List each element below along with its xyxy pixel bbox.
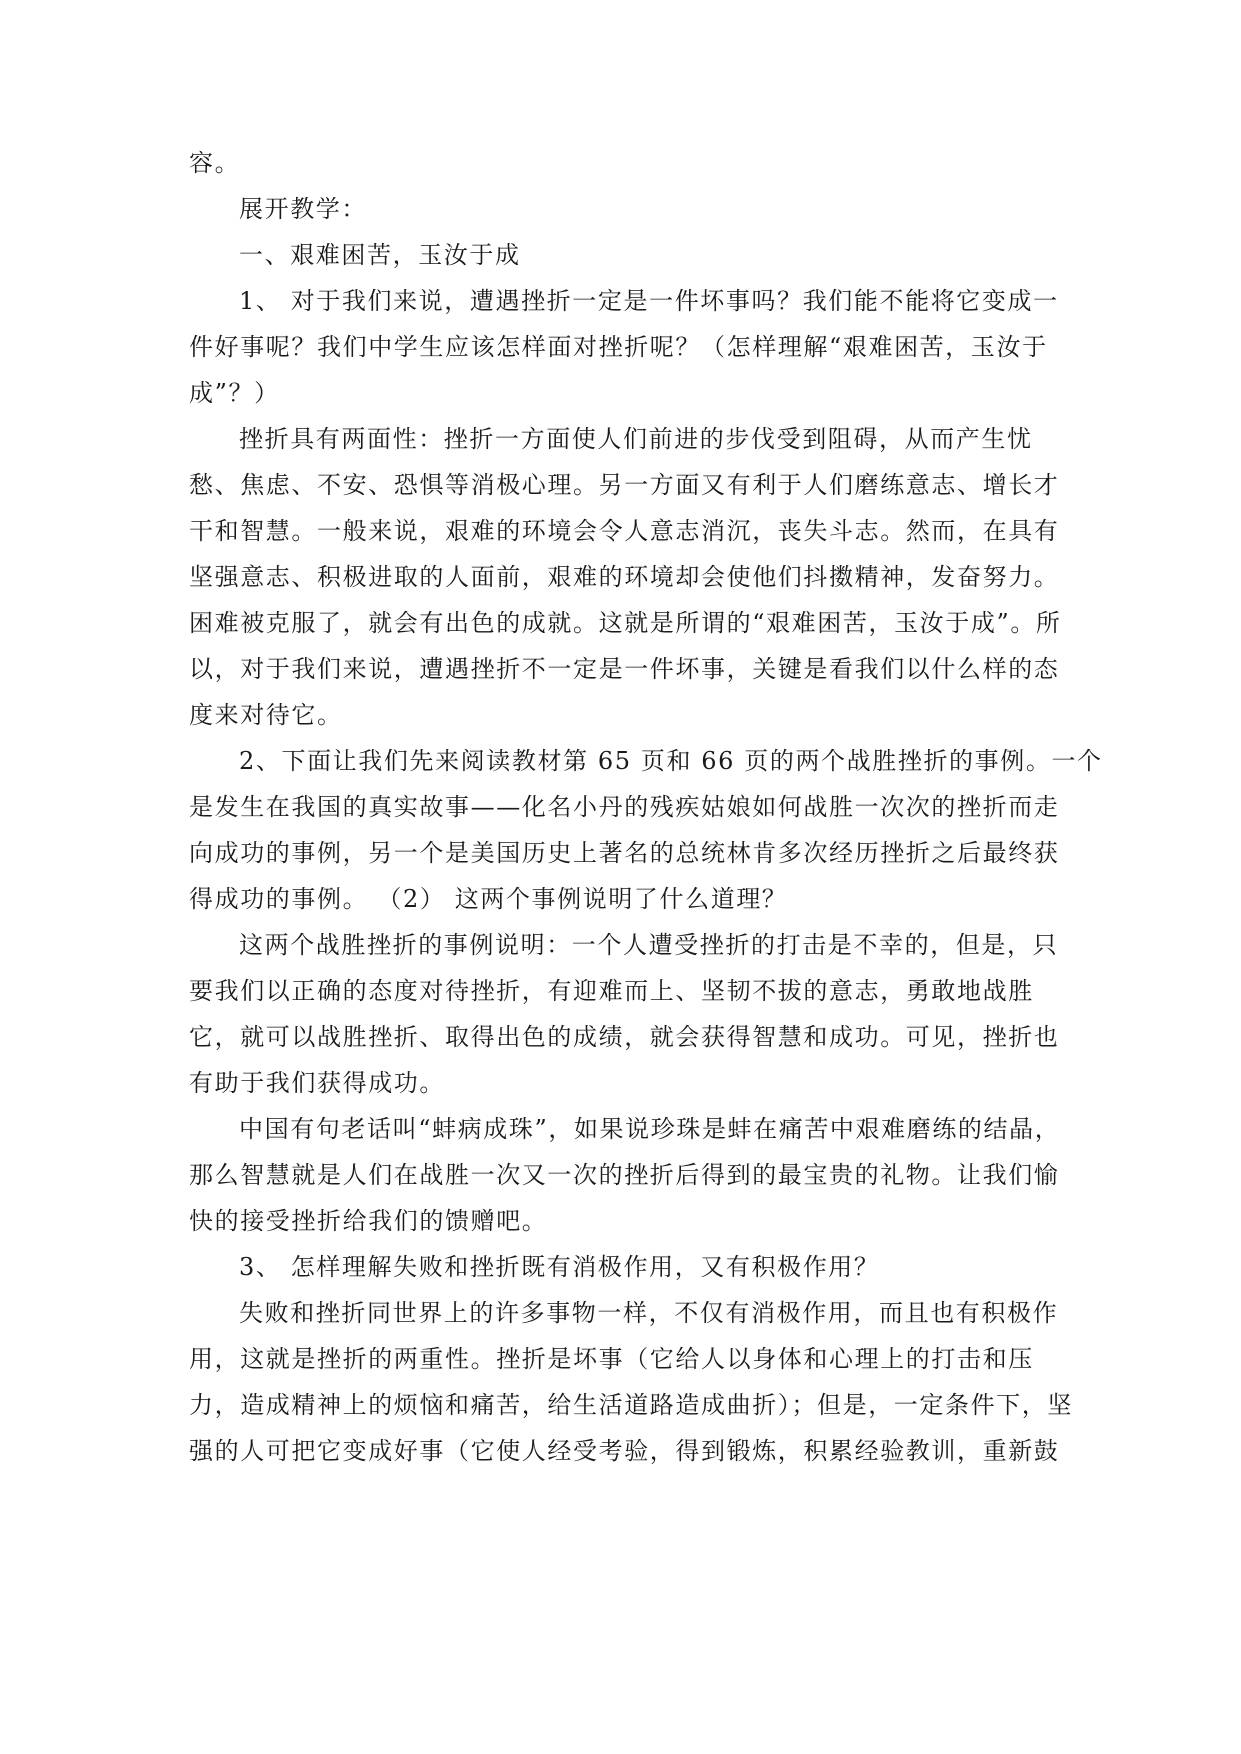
text-line-20: 它，就可以战胜挫折、取得出色的成绩，就会获得智慧和成功。可见，挫折也 xyxy=(189,1023,1060,1051)
text-line-5: 件好事呢？我们中学生应该怎样面对挫折呢？（怎样理解“艰难困苦，玉汝于 xyxy=(189,333,1048,361)
text-line-11: 困难被克服了，就会有出色的成就。这就是所谓的“艰难困苦，玉汝于成”。所 xyxy=(189,609,1062,637)
text-line-15: 是发生在我国的真实故事——化名小丹的残疾姑娘如何战胜一次次的挫折而走 xyxy=(189,793,1060,821)
text-line-22: 中国有句老话叫“蚌病成珠”，如果说珍珠是蚌在痛苦中艰难磨练的结晶， xyxy=(239,1115,1061,1143)
text-line-10: 坚强意志、积极进取的人面前，艰难的环境却会使他们抖擞精神，发奋努力。 xyxy=(189,563,1060,591)
text-line-25: 3、 怎样理解失败和挫折既有消极作用，又有积极作用？ xyxy=(239,1253,880,1281)
text-line-29: 强的人可把它变成好事（它使人经受考验，得到锻炼，积累经验教训，重新鼓 xyxy=(189,1437,1060,1465)
text-line-4: 1、 对于我们来说，遭遇挫折一定是一件坏事吗？我们能不能将它变成一 xyxy=(239,287,1059,315)
text-line-7: 挫折具有两面性：挫折一方面使人们前进的步伐受到阻碍，从而产生忧 xyxy=(239,425,1033,453)
text-line-19: 要我们以正确的态度对待挫折，有迎难而上、坚韧不拔的意志，勇敢地战胜 xyxy=(189,977,1034,1005)
section-heading: 一、艰难困苦，玉汝于成 xyxy=(239,241,521,269)
text-line-17: 得成功的事例。 （2） 这两个事例说明了什么道理？ xyxy=(189,885,788,913)
text-line-8: 愁、焦虑、不安、恐惧等消极心理。另一方面又有利于人们磨练意志、增长才 xyxy=(189,471,1060,499)
text-line-13: 度来对待它。 xyxy=(189,701,343,729)
text-line-1: 容。 xyxy=(189,149,241,177)
text-line-27: 用，这就是挫折的两重性。挫折是坏事（它给人以身体和心理上的打击和压 xyxy=(189,1345,1034,1373)
text-line-14: 2、下面让我们先来阅读教材第 65 页和 66 页的两个战胜挫折的事例。一个 xyxy=(239,747,1103,775)
text-line-18: 这两个战胜挫折的事例说明：一个人遭受挫折的打击是不幸的，但是，只 xyxy=(239,931,1059,959)
text-line-2: 展开教学： xyxy=(239,195,367,223)
text-line-6: 成”？） xyxy=(189,379,280,407)
text-line-24: 快的接受挫折给我们的馈赠吧。 xyxy=(189,1207,548,1235)
text-line-23: 那么智慧就是人们在战胜一次又一次的挫折后得到的最宝贵的礼物。让我们愉 xyxy=(189,1161,1060,1189)
text-line-16: 向成功的事例，另一个是美国历史上著名的总统林肯多次经历挫折之后最终获 xyxy=(189,839,1060,867)
text-line-26: 失败和挫折同世界上的许多事物一样，不仅有消极作用，而且也有积极作 xyxy=(239,1299,1059,1327)
text-line-28: 力，造成精神上的烦恼和痛苦，给生活道路造成曲折）；但是，一定条件下，坚 xyxy=(189,1391,1073,1419)
text-line-12: 以，对于我们来说，遭遇挫折不一定是一件坏事，关键是看我们以什么样的态 xyxy=(189,655,1060,683)
text-line-9: 干和智慧。一般来说，艰难的环境会令人意志消沉，丧失斗志。然而，在具有 xyxy=(189,517,1060,545)
text-line-21: 有助于我们获得成功。 xyxy=(189,1069,445,1097)
